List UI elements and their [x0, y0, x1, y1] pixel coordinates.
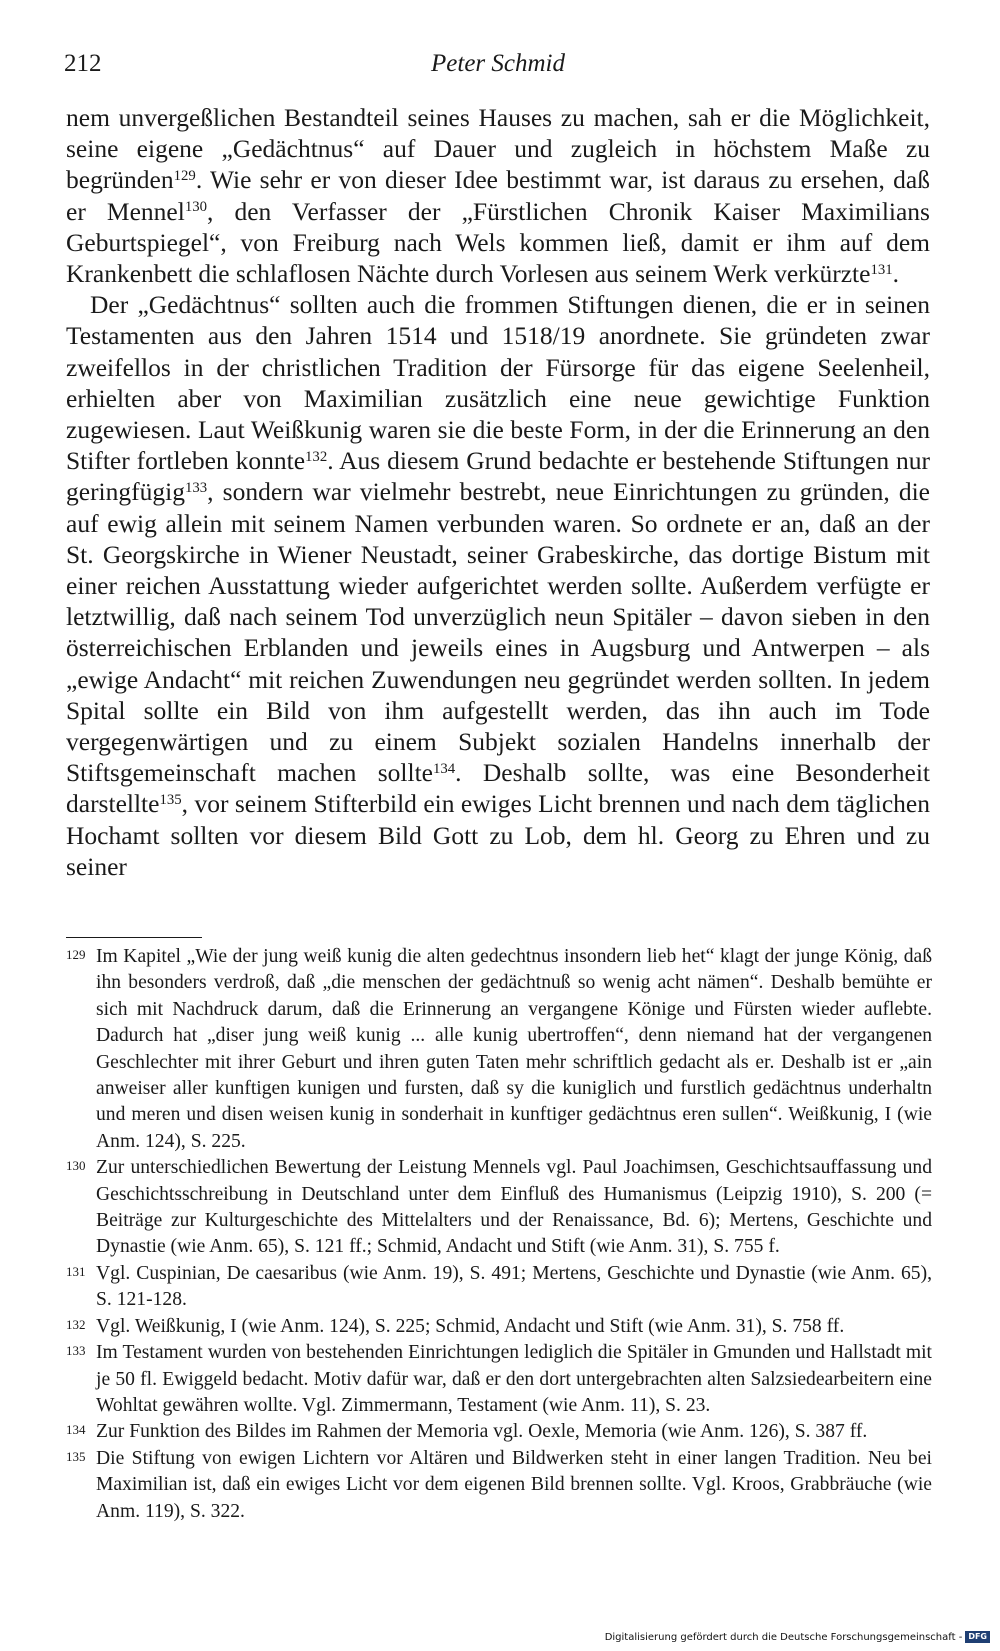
footnote-ref-134[interactable]: 134 [432, 761, 456, 778]
footnote-134 [66, 1419, 932, 1445]
footnote-135 [66, 1446, 932, 1525]
footnote-number: 129 [66, 947, 86, 962]
footnote-ref-130[interactable]: 130 [184, 199, 207, 216]
footnote-ref-135[interactable]: 135 [159, 792, 182, 809]
running-head: Peter Schmid [431, 50, 565, 77]
footnote-text: Zur unterschiedlichen Bewertung der Leistung Mennels vgl. Paul Joachimsen, Geschichtsauffassung und Geschichtsschreibung in Deutschland unter dem Einfluß des Humanismus (Leipzig 1910), S. 200 (= Beiträge zur Kulturgeschichte des Mittelalters und der Renaissance, Bd. 6); Mertens, Geschichte und Dynastie (wie Anm. 65), S. 121 ff.; Schmid, Andacht und Stift (wie Anm. 31), S. 755 f. [96, 1157, 932, 1258]
footnote-number: 133 [66, 1343, 86, 1359]
footnote-number: 135 [66, 1448, 86, 1464]
footnote-text: Vgl. Cuspinian, De caesaribus (wie Anm. 19), S. 491; Mertens, Geschichte und Dynastie (wie Anm. 65), S. 121-128. [96, 1262, 932, 1311]
credit-text: Digitalisierung gefördert durch die Deutsche Forschungsgemeinschaft - [604, 1631, 963, 1643]
footnote-133 [66, 1340, 932, 1419]
footnote-text: Die Stiftung von ewigen Lichtern vor Altären und Bildwerken steht in einer langen Tradition. Neu bei Maximilian ist, daß ein ewiges Licht vor dem eigenen Bild brennen sollte. Vgl. Kroos, Grabbräuche (wie Anm. 119), S. 322. [96, 1447, 932, 1522]
footnote-ref-131[interactable]: 131 [870, 261, 893, 278]
paragraph-2 [66, 289, 930, 882]
footnote-number: 131 [66, 1263, 86, 1279]
footnote-number: 132 [66, 1316, 86, 1332]
paragraph-1-text-2: . Wie sehr er von dieser Idee bestimmt war, ist daraus zu ersehen, daß er Mennel [66, 165, 930, 226]
footnote-130 [66, 1155, 932, 1261]
dfg-logo[interactable]: DFG [965, 1631, 990, 1643]
paragraph-1-text-1: nem unvergeßlichen Bestandteil seines Hauses zu machen, sah er die Möglichkeit, seine eigene „Gedächtnus“ auf Dauer und zugleich in höchstem Maße zu begründen [66, 103, 930, 195]
paragraph-1 [66, 102, 930, 289]
footnote-text: Im Testament wurden von bestehenden Einrichtungen lediglich die Spitäler in Gmunden und Hallstadt mit je 50 fl. Ewiggeld bedacht. Motiv dafür war, daß er den dort untergebrachten alten Salzsiedearbeitern eine Wohltat gewähren wollte. Vgl. Zimmermann, Testament (wie Anm. 11), S. 23. [96, 1342, 932, 1416]
footnote-131 [66, 1261, 932, 1314]
page-header [64, 50, 932, 84]
footnote-ref-132[interactable]: 132 [305, 449, 328, 466]
footnote-129 [66, 944, 932, 1155]
page-number: 212 [64, 50, 102, 77]
paragraph-1-text-4: . [892, 259, 900, 289]
footnote-number: 130 [66, 1158, 86, 1174]
footnote-ref-133[interactable]: 133 [184, 480, 208, 497]
footnote-number: 134 [66, 1422, 86, 1438]
paragraph-2-text-4: . Deshalb sollte, was eine Besonderheit darstellte [66, 758, 931, 819]
paragraph-1-text-3: , den Verfasser der „Fürstlichen Chronik Kaiser Maximilians Geburtspiegel“, von Freiburg nach Wels kommen ließ, damit er ihm auf dem Krankenbett die schlaflosen Nächte durch Vorlesen aus seinem Werk verkürzte [66, 196, 930, 289]
footnote-text: Zur Funktion des Bildes im Rahmen der Memoria vgl. Oexle, Memoria (wie Anm. 126), S. 387 ff. [96, 1421, 868, 1443]
paragraph-2-text-3: , sondern war vielmehr bestrebt, neue Einrichtungen zu gründen, die auf ewig allein mit seinem Namen verbunden waren. So ordnete er an, daß an der St. Georgskirche in Wiener Neustadt, seiner Grabeskirche, das dortige Bistum mit einer reichen Ausstattung wieder aufgerichtet werden sollte. Außerdem verfügte er letztwillig, daß nach seinem Tod unverzüglich neun Spitäler – davon sieben in den österreichischen Erblanden und jeweils eines in Augsburg und Antwerpen – als „ewige Andacht“ mit reichen Zuwendungen neu gegründet werden sollten. In jedem Spital sollte ein Bild von ihm aufgestellt werden, das ihn auch im Tode vergegenwärtigen und zu einem Subjekt sozialen Handelns innerhalb der Stiftsgemeinschaft machen sollte [66, 477, 930, 788]
footnotes [66, 944, 932, 1525]
footnote-divider [66, 937, 202, 938]
footnote-text: Im Kapitel „Wie der jung weiß kunig die alten gedechtnus insondern lieb het“ klagt der junge König, daß ihn besonders verdroß, daß „die menschen der gedächtnuß so wenig acht nämen“. Deshalb bemühte er sich mit Nachdruck darum, daß die Erinnerung an vergangene Könige und Fürsten wieder auflebte. Dadurch hat „diser jung weiß kunig ... alle kunig ubertroffen“, denn niemand hat der vergangenen Geschlechter mit ihrer Geburt und ihren guten Taten mehr schriftlich gedacht als er. Deshalb ist er „ain anweiser aller kunftigen kunigen und fursten, daß sy die kuniglich und furstlich gedächtnus underhaltn und meren und disen weisen kunig in sonderhait in kunftiger gedächtnus eren sullen“. Weißkunig, I (wie Anm. 124), S. 225. [96, 946, 932, 1152]
footnote-text: Vgl. Weißkunig, I (wie Anm. 124), S. 225; Schmid, Andacht und Stift (wie Anm. 31), S. 758 ff. [96, 1315, 845, 1337]
paragraph-2-text-5: , vor seinem Stifterbild ein ewiges Licht brennen und nach dem täglichen Hochamt sollten vor diesem Bild Gott zu Lob, dem hl. Georg zu Ehren und zu seiner [66, 789, 930, 881]
digitization-credit [605, 1631, 990, 1643]
footnote-ref-129[interactable]: 129 [173, 168, 196, 185]
footnote-132 [66, 1314, 932, 1340]
paragraph-2-text-1: Der „Gedächtnus“ sollten auch die frommen Stiftungen dienen, die er in seinen Testamenten aus den Jahren 1514 und 1518/19 anordnete. Sie gründeten zwar zweifellos in der christlichen Tradition der Fürsorge für das eigene Seelenheil, erhielten aber von Maximilian zusätzlich eine neue gewichtige Funktion zugewiesen. Laut Weißkunig waren sie die beste Form, in der die Erinnerung an den Stifter fortleben konnte [66, 290, 930, 476]
body-text [66, 102, 930, 882]
paragraph-2-text-2: . Aus diesem Grund bedachte er bestehende Stiftungen nur geringfügig [66, 446, 930, 507]
